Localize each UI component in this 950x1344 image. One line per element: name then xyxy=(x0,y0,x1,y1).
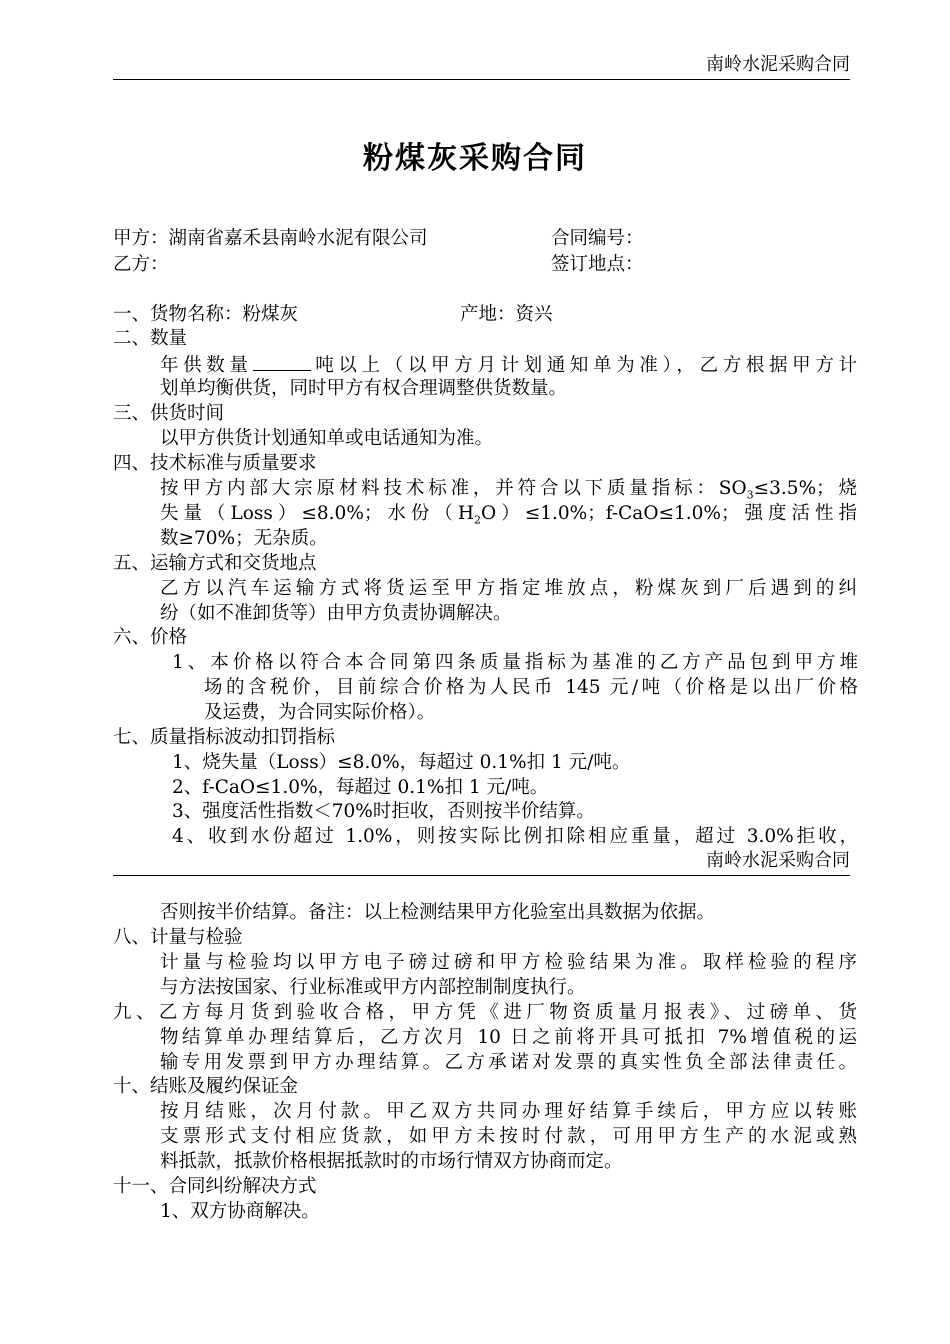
section-6-heading: 六、价格 xyxy=(113,627,188,648)
section-2-qty-label: 年供数量 xyxy=(160,355,253,376)
section-2-line-1 xyxy=(160,352,857,378)
section-4-line-2-text: 失量（Loss）≤8.0%；水份（H xyxy=(160,503,475,524)
h2o-subscript: 2 xyxy=(474,513,482,527)
section-7-item-4-continued: 否则按半价结算。备注：以上检测结果甲方化验室出具数据为依据。 xyxy=(160,902,716,923)
section-9-line-2: 物结算单办理结算后，乙方次月 10 日之前将开具可抵扣 7%增值税的运 xyxy=(160,1027,857,1048)
section-4-line-3: 数≥70%；无杂质。 xyxy=(160,528,328,549)
section-10-heading: 十、结账及履约保证金 xyxy=(113,1076,299,1097)
section-2-qty-text: 吨以上（以甲方月计划通知单为准），乙方根据甲方计 xyxy=(310,355,857,376)
running-header xyxy=(113,53,850,80)
section-5-line-2: 纷（如不准卸货等）由甲方负责协调解决。 xyxy=(160,603,512,624)
running-header-text: 南岭水泥采购合同 xyxy=(706,54,850,75)
document-title: 粉煤灰采购合同 xyxy=(363,141,587,176)
section-6-item-1-line-2: 场的含税价，目前综合价格为人民币 145 元/吨（价格是以出厂价格 xyxy=(204,677,858,698)
so3-subscript: 3 xyxy=(746,488,754,502)
section-9-line-1: 九、乙方每月货到验收合格，甲方凭《进厂物资质量月报表》、过磅单、货 xyxy=(113,1002,857,1023)
section-11-heading: 十一、合同纠纷解决方式 xyxy=(113,1176,317,1197)
section-6-item-1-line-1: 1、本价格以符合本合同第四条质量指标为基准的乙方产品包到甲方堆 xyxy=(172,652,858,673)
party-a: 甲方：湖南省嘉禾县南岭水泥有限公司 xyxy=(113,228,428,249)
sign-place-label: 签订地点： xyxy=(551,254,644,275)
section-4-line-1-tail: ≤3.5%；烧 xyxy=(753,478,857,499)
section-2-heading: 二、数量 xyxy=(113,328,188,349)
section-4-line-1-text: 按甲方内部大宗原材料技术标准，并符合以下质量指标：SO xyxy=(160,478,747,499)
section-10-line-1: 按月结账，次月付款。甲乙双方共同办理好结算手续后，甲方应以转账 xyxy=(160,1101,857,1122)
section-1-goods-name: 一、货物名称：粉煤灰 xyxy=(113,304,299,325)
section-7-heading: 七、质量指标波动扣罚指标 xyxy=(113,727,336,748)
running-header-page-2 xyxy=(113,849,850,876)
section-8-line-1: 计量与检验均以甲方电子磅过磅和甲方检验结果为准。取样检验的程序 xyxy=(160,952,857,973)
section-7-item-4: 4、收到水份超过 1.0%，则按实际比例扣除相应重量，超过 3.0%拒收， xyxy=(172,826,858,847)
quantity-blank xyxy=(253,352,311,371)
section-4-heading: 四、技术标准与质量要求 xyxy=(113,453,317,474)
section-11-item-1: 1、双方协商解决。 xyxy=(160,1201,320,1222)
section-7-item-1: 1、烧失量（Loss）≤8.0%，每超过 0.1%扣 1 元/吨。 xyxy=(172,752,631,773)
section-9-line-3: 输专用发票到甲方办理结算。乙方承诺对发票的真实性负全部法律责任。 xyxy=(160,1052,857,1073)
section-3-heading: 三、供货时间 xyxy=(113,403,225,424)
section-2-line-2: 划单均衡供货，同时甲方有权合理调整供货数量。 xyxy=(160,378,568,399)
section-7-item-2: 2、f-CaO≤1.0%，每超过 0.1%扣 1 元/吨。 xyxy=(172,777,549,798)
section-8-heading: 八、计量与检验 xyxy=(113,927,243,948)
section-1-origin: 产地：资兴 xyxy=(460,304,553,325)
section-7-item-3: 3、强度活性指数＜70%时拒收，否则按半价结算。 xyxy=(172,801,595,822)
section-10-line-3: 料抵款，抵款价格根据抵款时的市场行情双方协商而定。 xyxy=(160,1151,623,1172)
party-b: 乙方： xyxy=(113,254,169,275)
section-3-line-1: 以甲方供货计划通知单或电话通知为准。 xyxy=(160,428,494,449)
section-5-line-1: 乙方以汽车运输方式将货运至甲方指定堆放点，粉煤灰到厂后遇到的纠 xyxy=(160,578,857,599)
section-6-item-1-line-3: 及运费，为合同实际价格）。 xyxy=(204,702,436,723)
section-10-line-2: 支票形式支付相应货款，如甲方未按时付款，可用甲方生产的水泥或熟 xyxy=(160,1126,857,1147)
section-5-heading: 五、运输方式和交货地点 xyxy=(113,553,317,574)
running-header-text: 南岭水泥采购合同 xyxy=(706,850,850,871)
section-8-line-2: 与方法按国家、行业标准或甲方内部控制制度执行。 xyxy=(160,977,586,998)
section-4-line-2-tail: O）≤1.0%；f-CaO≤1.0%；强度活性指 xyxy=(481,503,857,524)
contract-number-label: 合同编号： xyxy=(551,228,644,249)
